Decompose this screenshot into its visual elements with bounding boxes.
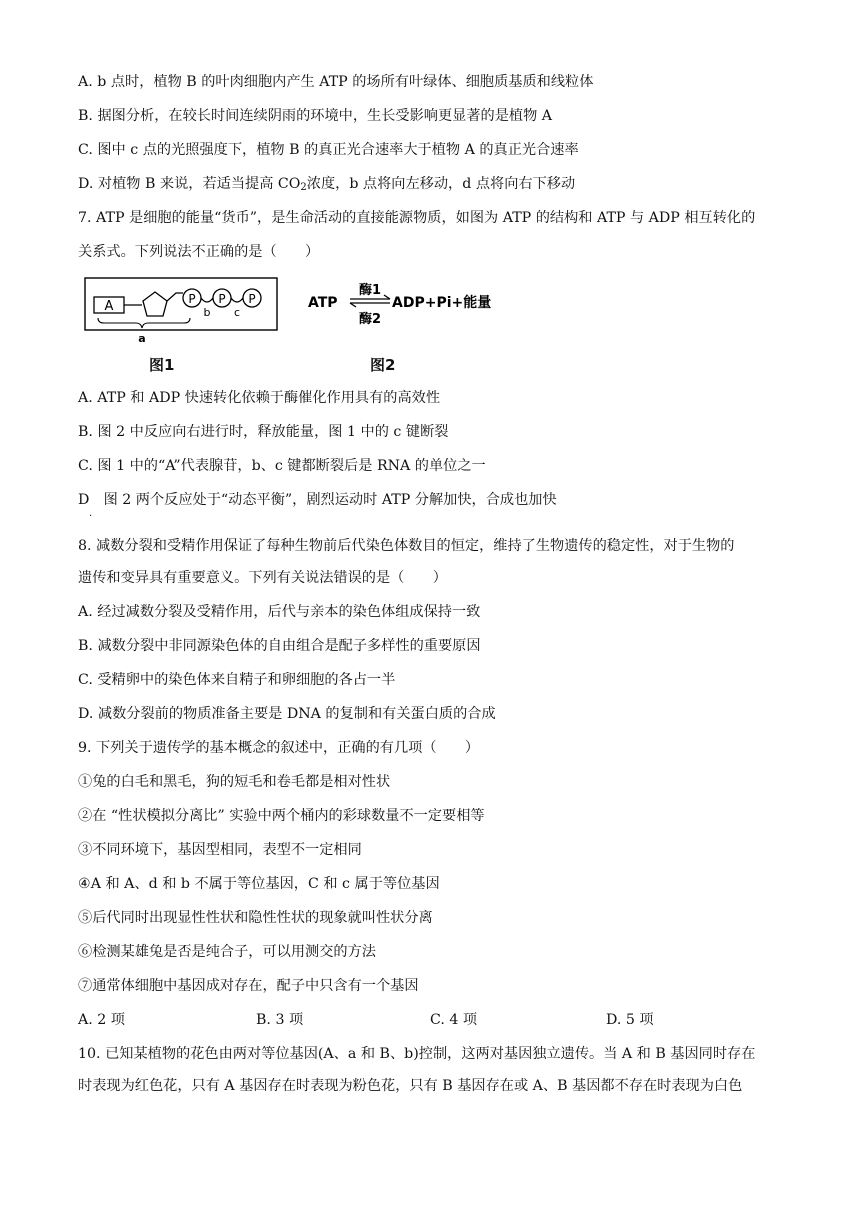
equation-right: ADP+Pi+能量 (392, 295, 492, 311)
bond-c (231, 298, 243, 302)
q9-item-1: ①兔的白毛和黑毛，狗的短毛和卷毛都是相对性状 (78, 774, 391, 790)
q7-option-c: C. 图 1 中的“A”代表腺苷，b、c 键都断裂后是 RNA 的单位之一 (78, 458, 486, 474)
atp-adp-equation-figure (308, 278, 508, 330)
brace-a (98, 318, 190, 328)
q7-stem-line2: 关系式。下列说法不正确的是（ ） (78, 244, 320, 260)
q6-option-c: C. 图中 c 点的光照强度下，植物 B 的真正光合速率大于植物 A 的真正光合速率 (78, 142, 579, 158)
q8-option-d: D. 减数分裂前的物质准备主要是 DNA 的复制和有关蛋白质的合成 (78, 706, 496, 722)
stray-dot: . (89, 508, 93, 519)
q9-item-7: ⑦通常体细胞中基因成对存在，配子中只含有一个基因 (78, 978, 419, 994)
q9-item-3: ③不同环境下，基因型相同，表型不一定相同 (78, 842, 362, 858)
q8-stem-line1: 8. 减数分裂和受精作用保证了每种生物前后代染色体数目的恒定，维持了生物遗传的稳定性，对于生物的 (78, 538, 735, 554)
enzyme-1-label: 酶1 (358, 283, 382, 298)
phosphate-3-label: P (248, 292, 256, 306)
q9-option-c: C. 4 项 (430, 1012, 478, 1028)
figure-2-caption: 图2 (370, 356, 396, 374)
bond-c-label: c (233, 306, 241, 319)
atp-structure-figure (84, 276, 284, 348)
q8-option-b: B. 减数分裂中非同源染色体的自由组合是配子多样性的重要原因 (78, 638, 481, 654)
q9-stem: 9. 下列关于遗传学的基本概念的叙述中，正确的有几项（ ） (78, 740, 480, 756)
q9-option-b: B. 3 项 (256, 1012, 304, 1028)
q9-option-d: D. 5 项 (606, 1012, 654, 1028)
q8-option-a: A. 经过减数分裂及受精作用，后代与亲本的染色体组成保持一致 (78, 604, 481, 620)
q7-option-b: B. 图 2 中反应向右进行时，释放能量，图 1 中的 c 键断裂 (78, 424, 449, 440)
adenine-label: A (104, 299, 114, 314)
ribose-pentagon (143, 292, 167, 316)
figure-1-caption: 图1 (149, 356, 175, 374)
q9-item-6: ⑥检测某雄兔是否是纯合子，可以用测交的方法 (78, 944, 376, 960)
q10-line2: 时表现为红色花，只有 A 基因存在时表现为粉色花，只有 B 基因存在或 A、B 基因都不存在时表现为白色 (78, 1078, 743, 1094)
brace-a-label: a (138, 332, 146, 345)
q6-option-b: B. 据图分析，在较长时间连续阴雨的环境中，生长受影响更显著的是植物 A (78, 108, 553, 124)
q8-stem-line2: 遗传和变异具有重要意义。下列有关说法错误的是（ ） (78, 570, 447, 586)
phosphate-1-label: P (188, 292, 196, 306)
bond-b (201, 298, 213, 302)
equation-left: ATP (308, 295, 338, 311)
enzyme-2-label: 酶2 (358, 312, 382, 327)
bond-b-label: b (203, 306, 211, 319)
q6-option-a: A. b 点时，植物 B 的叶肉细胞内产生 ATP 的场所有叶绿体、细胞质基质和线粒体 (78, 74, 594, 90)
q9-item-4: ④A 和 A、d 和 b 不属于等位基因，C 和 c 属于等位基因 (78, 876, 440, 892)
q9-option-a: A. 2 项 (78, 1012, 125, 1028)
q9-item-5: ⑤后代同时出现显性性状和隐性性状的现象就叫性状分离 (78, 910, 433, 926)
q6-option-d: D. 对植物 B 来说，若适当提高 $CO_2$浓度，b 点将向左移动，d 点将向右下移动 (78, 176, 576, 193)
q8-option-c: C. 受精卵中的染色体来自精子和卵细胞的各占一半 (78, 672, 396, 688)
phosphate-2-label: P (218, 292, 226, 306)
q9-item-2: ②在 “性状模拟分离比” 实验中两个桶内的彩球数量不一定要相等 (78, 808, 485, 824)
q7-option-d: D 图 2 两个反应处于“动态平衡”，剧烈运动时 ATP 分解加快，合成也加快 (78, 492, 557, 508)
q7-stem-line1: 7. ATP 是细胞的能量“货币”，是生命活动的直接能源物质，如图为 ATP 的结构和 ATP 与 ADP 相互转化的 (78, 210, 756, 226)
q10-line1: 10. 已知某植物的花色由两对等位基因(A、a 和 B、b)控制，这两对基因独立遗传。当 A 和 B 基因同时存在 (78, 1046, 756, 1062)
q7-option-a: A. ATP 和 ADP 快速转化依赖于酶催化作用具有的高效性 (78, 390, 441, 406)
